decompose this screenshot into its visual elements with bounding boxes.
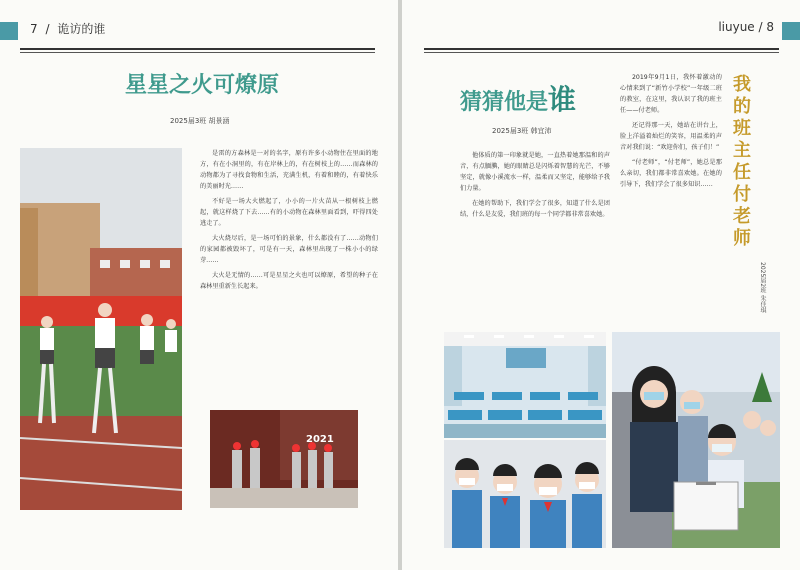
right-title-main: 猜猜他是 xyxy=(460,89,549,115)
left-header-rule xyxy=(20,48,375,50)
right-paragraph: 他体质的第一印象就是她，一直热着她那温和的声音，有点腼腆，她的眼睛总是闪烁着智慧的光芒，不够坚定，就像小溪流水一样，温柔而又坚定，能够给予我们力量。 xyxy=(460,152,610,192)
right-paragraph: “付老师”，“付老师”，她总是那么亲切，我们都非常喜欢她。在她的引导下，我们学会了很多知识…… xyxy=(620,159,722,188)
students-photo xyxy=(444,440,606,548)
left-article-title: 星星之火可燎原 xyxy=(125,72,280,98)
right-header-rule xyxy=(424,48,779,50)
right-paragraph: 还记得那一天，她站在讲台上，脸上洋溢着灿烂的笑容，用温柔的声音对我们说：“欢迎你们，孩子们！” xyxy=(620,122,722,151)
left-page-tab xyxy=(0,22,18,40)
left-page-number: 7 xyxy=(30,22,38,36)
right-page-number: liuyue / 8 xyxy=(718,20,774,34)
teacher-photo xyxy=(612,332,780,548)
right-byline: 2025届3班 韩宜沛 xyxy=(492,127,552,135)
right-header-rule-thin xyxy=(424,52,779,53)
left-byline: 2025届3班 胡景涵 xyxy=(170,117,230,125)
vertical-title-char: 任 xyxy=(733,162,751,183)
right-paragraph: 在她的帮助下，我们学会了很多，知道了什么是团结，什么是友爱，我们班的每一个同学都非常喜欢她。 xyxy=(460,200,610,218)
stage-photo-year: 2021 xyxy=(306,434,334,445)
left-section-name: 诡访的谁 xyxy=(57,22,106,36)
right-page xyxy=(402,0,800,570)
vertical-title xyxy=(732,74,752,250)
stage-photo xyxy=(210,410,358,508)
right-article-title xyxy=(460,78,576,118)
vertical-title-char: 我 xyxy=(733,74,751,95)
vertical-title-char: 师 xyxy=(733,228,751,249)
right-title-emphasis: 谁 xyxy=(548,83,577,116)
left-paragraph: 大火烧尽后，是一场可怕的景象，什么都没有了……动物们的家园都被毁坏了，可是有一天，森林里出现了一株小小的绿芽…… xyxy=(200,235,378,264)
left-paragraph: 是雷的方森林是一对的名字，原有许多小动物住在里面的地方，有在小洞里的，有在岸林上的，有在树枝上的……而森林的动物都为了寻找食物和生活，充满生机，有着和睦的，有着快乐的美丽时光…… xyxy=(200,150,378,190)
vertical-title-char: 付 xyxy=(733,184,751,205)
vertical-byline: 2025届2班 朱佳琪 xyxy=(759,262,766,313)
parade-photo xyxy=(20,148,182,510)
left-paragraph: 不好是一场大火燃起了，小小的一片火苗从一根树枝上燃起，就这样烧了下去……有的小动物在森林里面看到，吓得四处逃走了。 xyxy=(200,198,378,227)
vertical-title-char: 班 xyxy=(733,118,751,139)
left-paragraph: 大火是无情的……可是星星之火也可以燎原，希望的种子在森林里重新生长起来。 xyxy=(200,272,378,290)
vertical-title-char: 老 xyxy=(733,206,751,227)
right-paragraph: 2019年9月1日，我怀着激动的心情来到了“新竹小学校”一年级二班的教室，在这里，我认识了我的班主任——付老师。 xyxy=(620,74,722,114)
right-column-2 xyxy=(620,72,722,324)
left-header: 7 / 诡访的谁 xyxy=(30,22,106,36)
left-article-body xyxy=(200,148,378,388)
classroom-photo xyxy=(444,332,606,438)
vertical-title-char: 的 xyxy=(733,96,751,117)
left-page xyxy=(0,0,398,570)
right-page-tab xyxy=(782,22,800,40)
vertical-title-char: 主 xyxy=(733,140,751,161)
right-column-1 xyxy=(460,150,610,290)
left-header-rule-thin xyxy=(20,52,375,53)
